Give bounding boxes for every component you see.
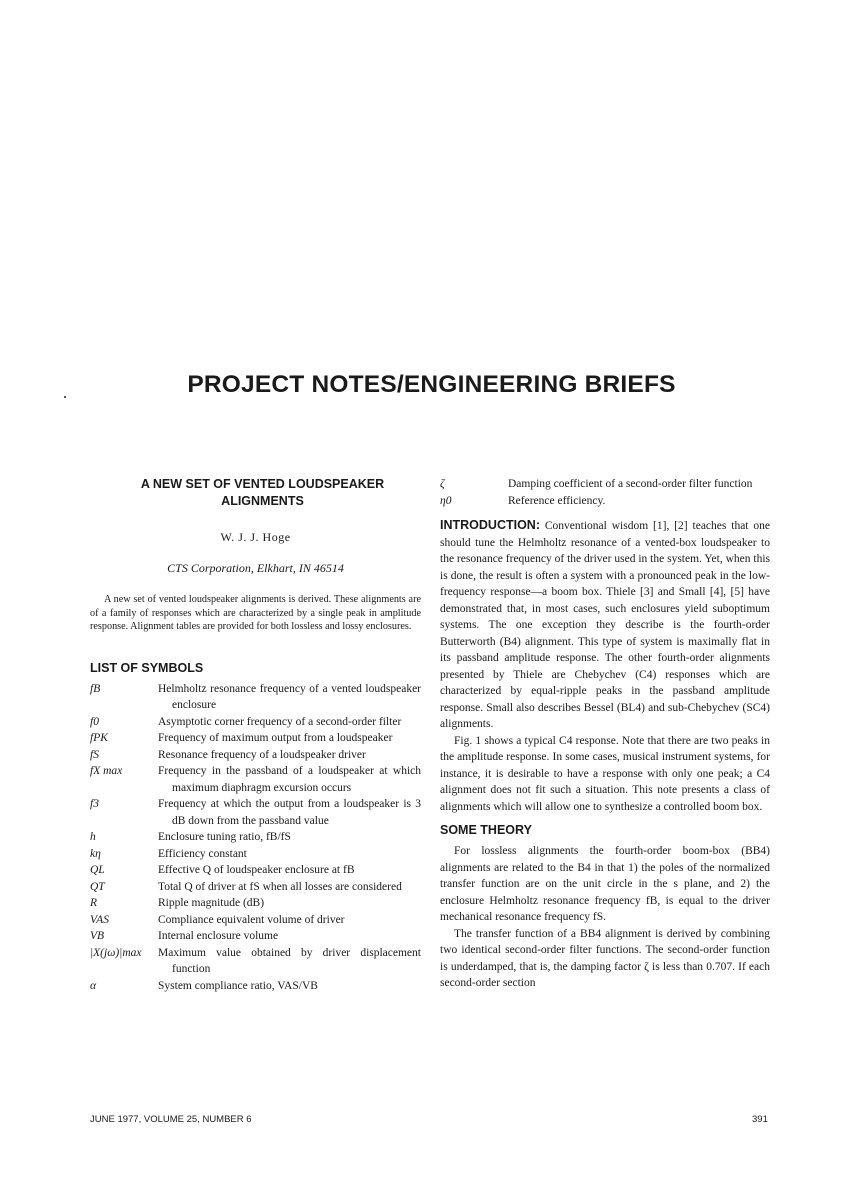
page-number: 391 [752, 1114, 768, 1125]
symbol-description: Damping coefficient of a second-order filter function [508, 478, 753, 490]
symbol: fX max [90, 765, 123, 778]
symbol-row [90, 862, 421, 879]
symbol-description: Total Q of driver at fS when all losses are considered [158, 880, 402, 893]
symbol-description: Asymptotic corner frequency of a second-order filter [158, 715, 402, 728]
symbol-row [90, 846, 421, 863]
symbol-description: Ripple magnitude (dB) [158, 897, 265, 910]
symbol-description: Enclosure tuning ratio, fB/fS [158, 831, 291, 844]
symbol-row [440, 476, 770, 493]
symbol: f3 [90, 798, 99, 811]
introduction-heading: INTRODUCTION: [440, 518, 540, 532]
symbol-description: Frequency in the passband of a loudspeaker at which maximum diaphragm excursion occurs [158, 765, 421, 794]
symbol: kη [90, 847, 101, 860]
journal-footer: JUNE 1977, VOLUME 25, NUMBER 6 [90, 1114, 252, 1125]
symbol: η0 [440, 494, 452, 507]
theory-paragraph-2: The transfer function of a BB4 alignment is derived by combining two identical second-order filter functions. The second-order function is underdamped, that is, the damping factor ζ is less than 0.707. If each second-order section [440, 927, 770, 989]
right-column [440, 476, 770, 992]
symbol-row [90, 730, 421, 747]
symbol: ζ [440, 478, 445, 490]
symbol-description: Reference efficiency. [508, 494, 606, 507]
symbol: |X(jω)|max [90, 946, 142, 959]
symbol-row [90, 763, 421, 796]
affiliation: CTS Corporation, Elkhart, IN 46514 [167, 561, 344, 575]
symbol-row [90, 895, 421, 912]
symbol-description: Maximum value obtained by driver displacement function [158, 946, 421, 976]
symbol-description: Helmholtz resonance frequency of a vented loudspeaker enclosure [158, 682, 421, 712]
introduction-paragraph-2: Fig. 1 shows a typical C4 response. Note that there are two peaks in the amplitude response. In some cases, musical instrument systems, for instance, it is desirable to have a response with only one peak; a C4 alignment does not fit such a situation. This note presents a class of alignments which will allow one to synthesize a controlled boom box. [440, 734, 770, 813]
symbols-list [90, 681, 421, 995]
symbol-row [90, 945, 421, 978]
symbol: fB [90, 682, 101, 695]
symbol-row [90, 796, 421, 829]
symbol-description: Internal enclosure volume [158, 930, 279, 943]
symbol: R [90, 897, 98, 910]
symbol-row [440, 493, 770, 510]
article-title: A NEW SET OF VENTED LOUDSPEAKER ALIGNMENTS [140, 477, 385, 508]
symbol-description: Efficiency constant [158, 847, 247, 860]
symbol: QL [90, 864, 105, 877]
symbol-row [90, 747, 421, 764]
symbol: fPK [90, 732, 108, 745]
symbol-row [90, 978, 421, 995]
symbol-row [90, 879, 421, 896]
symbol: α [90, 979, 97, 992]
section-title: PROJECT NOTES/ENGINEERING BRIEFS [187, 371, 676, 398]
left-column [90, 476, 421, 994]
symbol: QT [90, 880, 105, 893]
symbol-description: Frequency of maximum output from a loudspeaker [158, 732, 393, 745]
symbol: f0 [90, 715, 99, 728]
introduction-text: Conventional wisdom [1], [2] teaches that one should tune the Helmholtz resonance of a vented-box loudspeaker to the resonance frequency of the driver used in the system. Yet, when this is done, the result is often a system with a pronounced peak in the low-frequency response—a boom box. Thiele [3] and Small [4], [5] have demonstrated that, in most cases, such enclosures yield suboptimum systems. The one exception they describe is the fourth-order Butterworth (B4) alignment. This type of system is maximally flat in its passband amplitude response. The other fourth-order alignments presented by Thiele are Chebychev (C4) responses which are characterized by equal-ripple peaks in the passband amplitude response. Small also describes Bessel (BL4) and sub-Chebychev (SC4) alignments. [440, 520, 770, 730]
symbol: VB [90, 930, 105, 943]
symbol-row [90, 829, 421, 846]
symbol-description: System compliance ratio, VAS/VB [158, 979, 318, 992]
symbol-description: Frequency at which the output from a loudspeaker is 3 dB down from the passband value [158, 798, 421, 827]
author: W. J. J. Hoge [220, 530, 291, 544]
symbols-list-continued [440, 476, 770, 509]
theory-heading: SOME THEORY [440, 823, 532, 837]
symbol: VAS [90, 913, 109, 926]
symbol-description: Compliance equivalent volume of driver [158, 913, 345, 926]
symbols-heading: LIST OF SYMBOLS [90, 660, 204, 675]
symbol-row [90, 681, 421, 714]
symbol-row [90, 912, 421, 929]
theory-paragraph-1: For lossless alignments the fourth-order boom-box (BB4) alignments are related to the B4 in that 1) the poles of the normalized transfer function are on the unit circle in the s plane, and 2) the enclosure Helmholtz resonance frequency fB, is equal to the driver mechanical resonance frequency fS. [440, 845, 770, 923]
symbol-row [90, 714, 421, 731]
symbol: h [90, 831, 96, 844]
symbol-row [90, 928, 421, 945]
symbol-description: Resonance frequency of a loudspeaker driver [158, 748, 366, 761]
abstract: A new set of vented loudspeaker alignments is derived. These alignments are of a family of responses which are characterized by a single peak in amplitude response. Alignment tables are provided for both lossless and lossy enclosures. [90, 594, 421, 633]
introduction-paragraph [440, 517, 770, 733]
symbol: fS [90, 748, 99, 761]
symbol-description: Effective Q of loudspeaker enclosure at fB [158, 864, 355, 877]
